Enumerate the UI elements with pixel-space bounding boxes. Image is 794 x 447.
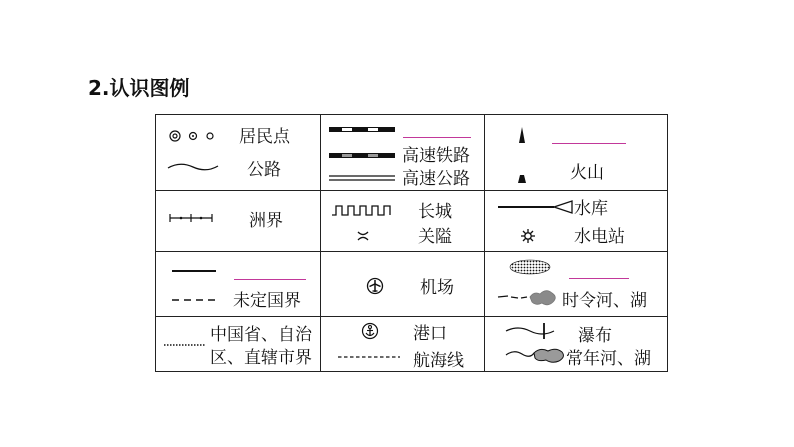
blank-fill-line	[234, 279, 306, 280]
continent-boundary-label: 洲界	[249, 211, 283, 231]
province-boundary-label-line2: 区、直辖市界	[210, 348, 312, 368]
great-wall-label: 长城	[418, 202, 452, 222]
shipping-route-label: 航海线	[413, 351, 464, 371]
shipping-route-symbol	[336, 353, 402, 361]
residential-point-symbols	[168, 129, 218, 143]
seasonal-river-lake-label: 时令河、湖	[562, 291, 647, 311]
blank-fill-line	[552, 143, 626, 144]
hydropower-symbol	[520, 228, 536, 244]
row-divider	[156, 190, 667, 191]
harbor-label: 港口	[413, 324, 447, 344]
undefined-boundary-label: 未定国界	[233, 291, 301, 311]
pass-symbol	[356, 230, 370, 242]
reservoir-label: 水库	[574, 199, 608, 219]
railway-expressway-symbols	[328, 125, 398, 185]
perennial-river-lake-label: 常年河、湖	[566, 349, 651, 369]
road-symbol	[166, 159, 220, 175]
boundary-symbols	[170, 266, 218, 306]
blank-fill-line	[569, 278, 629, 279]
row-divider	[156, 251, 667, 252]
airport-label: 机场	[420, 278, 454, 298]
hydropower-label: 水电站	[574, 227, 625, 247]
column-divider	[320, 115, 321, 371]
volcano-label: 火山	[570, 163, 604, 183]
anchor-icon	[361, 322, 379, 342]
continent-boundary-symbol	[168, 213, 214, 223]
road-label: 公路	[247, 160, 281, 180]
great-wall-symbol	[331, 203, 393, 219]
residential-label: 居民点	[239, 127, 290, 147]
expressway-label: 高速公路	[402, 169, 470, 189]
reservoir-symbol	[496, 199, 576, 215]
airport-symbol	[366, 277, 384, 295]
row-divider	[156, 316, 667, 317]
column-divider	[484, 115, 485, 371]
province-boundary-symbol	[162, 340, 208, 350]
blank-fill-line	[403, 137, 471, 138]
province-boundary-label-line1: 中国省、自治	[210, 325, 312, 345]
waterfall-label: 瀑布	[578, 326, 612, 346]
map-legend-table	[155, 114, 668, 372]
high-speed-rail-label: 高速铁路	[402, 146, 470, 166]
volcano-symbols	[515, 125, 529, 185]
pass-label: 关隘	[418, 227, 452, 247]
page-title: 2.认识图例	[88, 76, 190, 100]
